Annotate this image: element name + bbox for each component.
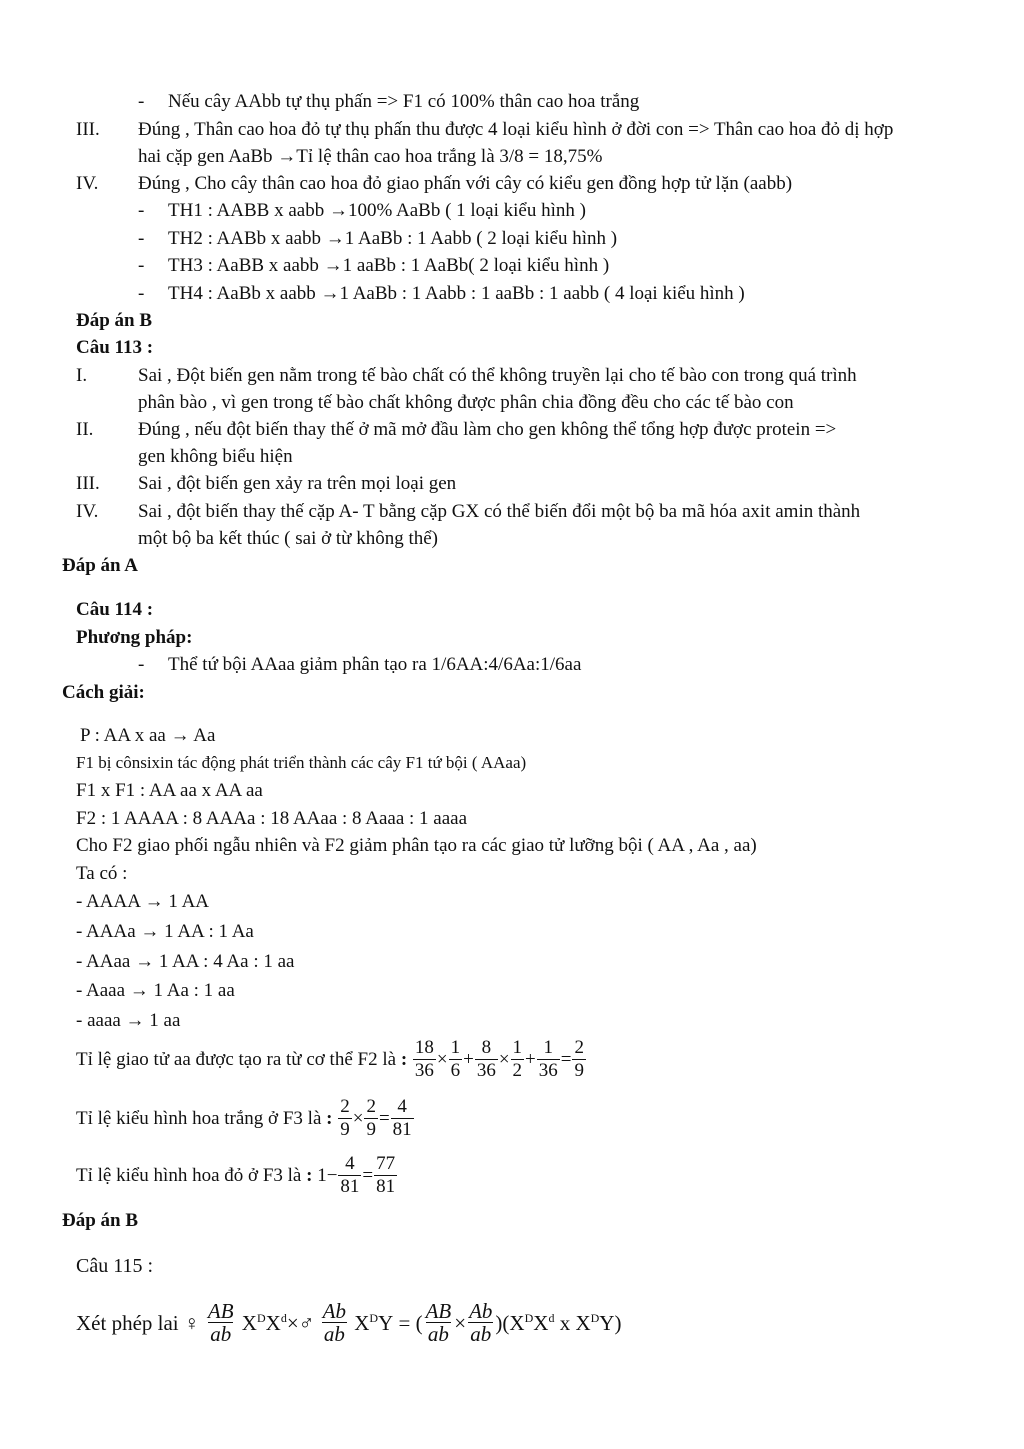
denominator: 9 xyxy=(366,1119,376,1140)
item-text: Đúng , Thân cao hoa đỏ tự thụ phấn thu được 4 loại kiểu hình ở đời con => Thân cao hoa đỏ dị hợp xyxy=(138,119,894,140)
operator: × xyxy=(436,1048,448,1070)
operator: = xyxy=(378,1107,390,1129)
x-chrom: X xyxy=(509,1310,525,1335)
text-line: P : AA x aa → Aa xyxy=(80,725,216,746)
numerator: 1 xyxy=(512,1037,523,1058)
question-title: Câu 113 : xyxy=(76,337,154,358)
case-text: TH1 : AABB x aabb →100% AaBb ( 1 loại kiểu hình ) xyxy=(168,200,586,221)
x-chrom: X xyxy=(575,1310,591,1335)
allele: D xyxy=(590,1310,600,1325)
operator: + xyxy=(525,1048,536,1070)
operator: × xyxy=(286,1310,299,1335)
operator: = xyxy=(560,1048,572,1070)
gamete-line: - AAaa → 1 AA : 4 Aa : 1 aa xyxy=(76,951,295,972)
operator: × xyxy=(498,1048,510,1070)
denominator: 81 xyxy=(376,1176,396,1197)
bullet-dash: - xyxy=(138,91,145,112)
x-chrom: X xyxy=(265,1310,281,1335)
bullet-dash: - xyxy=(138,228,145,249)
bullet-text: Nếu cây AAbb tự thụ phấn => F1 có 100% thân cao hoa trắng xyxy=(168,91,640,112)
item-text: một bộ ba kết thúc ( sai ở từ không thể) xyxy=(138,528,439,549)
case-text: TH3 : AaBB x aabb →1 aaBb : 1 AaBb( 2 loại kiểu hình ) xyxy=(168,255,610,276)
numerator: AB xyxy=(425,1299,452,1323)
numerator: 2 xyxy=(366,1096,376,1117)
case-text: TH4 : AaBb x aabb →1 AaBb : 1 Aabb : 1 aaBb : 1 aabb ( 4 loại kiểu hình ) xyxy=(168,283,745,304)
formula-lead: Xét phép lai ♀ xyxy=(76,1310,200,1335)
operator: − xyxy=(326,1164,338,1186)
y-chrom: Y xyxy=(378,1310,394,1335)
formula-aa-gamete xyxy=(76,1037,587,1082)
item-number: III. xyxy=(76,119,100,140)
xdy-male xyxy=(354,1311,393,1335)
male-symbol: ♂ xyxy=(298,1310,315,1335)
denominator: 6 xyxy=(450,1060,461,1081)
item-text: hai cặp gen AaBb →Tỉ lệ thân cao hoa trắng là 3/8 = 18,75% xyxy=(138,146,603,167)
denominator: 9 xyxy=(574,1060,584,1081)
cross-formula xyxy=(76,1300,621,1345)
item-text: phân bào , vì gen trong tế bào chất không được phân chia đồng đều cho các tế bào con xyxy=(138,392,794,413)
operand: 1 xyxy=(317,1164,327,1186)
item-number: I. xyxy=(76,365,88,386)
answer-label: Đáp án B xyxy=(62,1210,139,1231)
denominator: ab xyxy=(427,1322,449,1346)
text-line: F1 bị cônsixin tác động phát triển thành các cây F1 tứ bội ( AAaa) xyxy=(76,753,527,772)
item-text: Sai , đột biến gen xảy ra trên mọi loại gen xyxy=(138,473,457,494)
paren: ) xyxy=(614,1310,622,1335)
numerator: Ab xyxy=(322,1299,346,1323)
numerator: 18 xyxy=(414,1037,434,1058)
gamete-line: - AAAA → 1 AA xyxy=(76,891,210,912)
operator: = ( xyxy=(393,1310,423,1335)
item-text: Sai , Đột biến gen nằm trong tế bào chất có thể không truyền lại cho tế bào con trong quá trình xyxy=(138,365,857,386)
denominator: ab xyxy=(323,1322,345,1346)
denominator: 36 xyxy=(476,1060,496,1081)
formula-label: Tỉ lệ kiểu hình hoa trắng ở F3 là xyxy=(76,1107,322,1129)
formula-label: Tỉ lệ kiểu hình hoa đỏ ở F3 là xyxy=(76,1164,302,1186)
numerator: 8 xyxy=(481,1037,492,1058)
bullet-dash: - xyxy=(138,283,145,304)
formula-red-flower xyxy=(76,1153,398,1198)
numerator: 2 xyxy=(574,1037,584,1058)
section-heading: Phương pháp: xyxy=(76,627,193,648)
item-text: Đúng , nếu đột biến thay thế ở mã mở đầu làm cho gen không thể tổng hợp được protein => xyxy=(138,419,837,440)
answer-label: Đáp án A xyxy=(62,555,139,576)
text-line: F1 x F1 : AA aa x AA aa xyxy=(76,780,263,801)
x-chrom: X xyxy=(354,1310,370,1335)
cross-x: x xyxy=(554,1310,576,1335)
item-number: III. xyxy=(76,473,100,494)
denominator: 36 xyxy=(538,1060,558,1081)
allele: d xyxy=(280,1310,287,1325)
bullet-dash: - xyxy=(138,200,145,221)
formula-colon: : xyxy=(400,1048,408,1070)
numerator: 77 xyxy=(376,1153,396,1174)
y-chrom: Y xyxy=(599,1310,615,1335)
text-line: Ta có : xyxy=(76,863,128,884)
gamete-line: - Aaaa → 1 Aa : 1 aa xyxy=(76,980,235,1001)
denominator: 36 xyxy=(414,1060,434,1081)
allele: d xyxy=(548,1310,555,1325)
item-number: IV. xyxy=(76,173,99,194)
operator: = xyxy=(362,1164,374,1186)
denominator: 81 xyxy=(340,1176,360,1197)
text-line: F2 : 1 AAAA : 8 AAAa : 18 AAaa : 8 Aaaa : 1 aaaa xyxy=(76,808,468,829)
x-chrom: X xyxy=(241,1310,257,1335)
formula-label: Tỉ lệ giao tử aa được tạo ra từ cơ thể F2 là xyxy=(76,1048,397,1070)
numerator: 1 xyxy=(543,1037,554,1058)
bullet-text: Thể tứ bội AAaa giảm phân tạo ra 1/6AA:4/6Aa:1/6aa xyxy=(168,654,582,675)
allele: D xyxy=(256,1310,266,1325)
numerator: 4 xyxy=(397,1096,407,1117)
xdxd-female xyxy=(242,1311,287,1335)
formula-colon: : xyxy=(326,1107,333,1129)
item-text: Đúng , Cho cây thân cao hoa đỏ giao phấn với cây có kiểu gen đồng hợp tử lặn (aabb) xyxy=(138,173,793,194)
item-text: gen không biểu hiện xyxy=(138,446,293,467)
formula-colon: : xyxy=(306,1164,313,1186)
answer-label: Đáp án B xyxy=(76,310,153,331)
question-title: Câu 114 : xyxy=(76,599,154,620)
denominator: 2 xyxy=(512,1060,523,1081)
allele: D xyxy=(369,1310,379,1325)
paren: )( xyxy=(495,1310,510,1335)
numerator: 2 xyxy=(340,1096,350,1117)
denominator: ab xyxy=(210,1322,232,1346)
gamete-line: - AAAa → 1 AA : 1 Aa xyxy=(76,921,254,942)
text-line: Cho F2 giao phối ngẫu nhiên và F2 giảm phân tạo ra các giao tử lưỡng bội ( AA , Aa , aa) xyxy=(76,835,757,856)
numerator: AB xyxy=(207,1299,234,1323)
question-title: Câu 115 : xyxy=(76,1255,154,1277)
operator: × xyxy=(454,1310,467,1335)
sex-cross xyxy=(495,1311,621,1335)
gamete-line: - aaaa → 1 aa xyxy=(76,1010,181,1031)
numerator: 1 xyxy=(450,1037,461,1058)
denominator: ab xyxy=(470,1322,492,1346)
allele: D xyxy=(524,1310,534,1325)
x-chrom: X xyxy=(533,1310,549,1335)
item-number: II. xyxy=(76,419,94,440)
denominator: 81 xyxy=(392,1119,412,1140)
numerator: Ab xyxy=(469,1299,493,1323)
numerator: 4 xyxy=(345,1153,355,1174)
section-heading: Cách giải: xyxy=(62,682,145,703)
item-number: IV. xyxy=(76,501,99,522)
denominator: 9 xyxy=(340,1119,350,1140)
operator: + xyxy=(463,1048,474,1070)
case-text: TH2 : AABb x aabb →1 AaBb : 1 Aabb ( 2 loại kiểu hình ) xyxy=(168,228,618,249)
bullet-dash: - xyxy=(138,654,145,675)
bullet-dash: - xyxy=(138,255,145,276)
formula-white-flower xyxy=(76,1096,415,1141)
item-text: Sai , đột biến thay thế cặp A- T bằng cặp GX có thể biến đổi một bộ ba mã hóa axit amin thành xyxy=(138,501,861,522)
operator: × xyxy=(352,1107,364,1129)
